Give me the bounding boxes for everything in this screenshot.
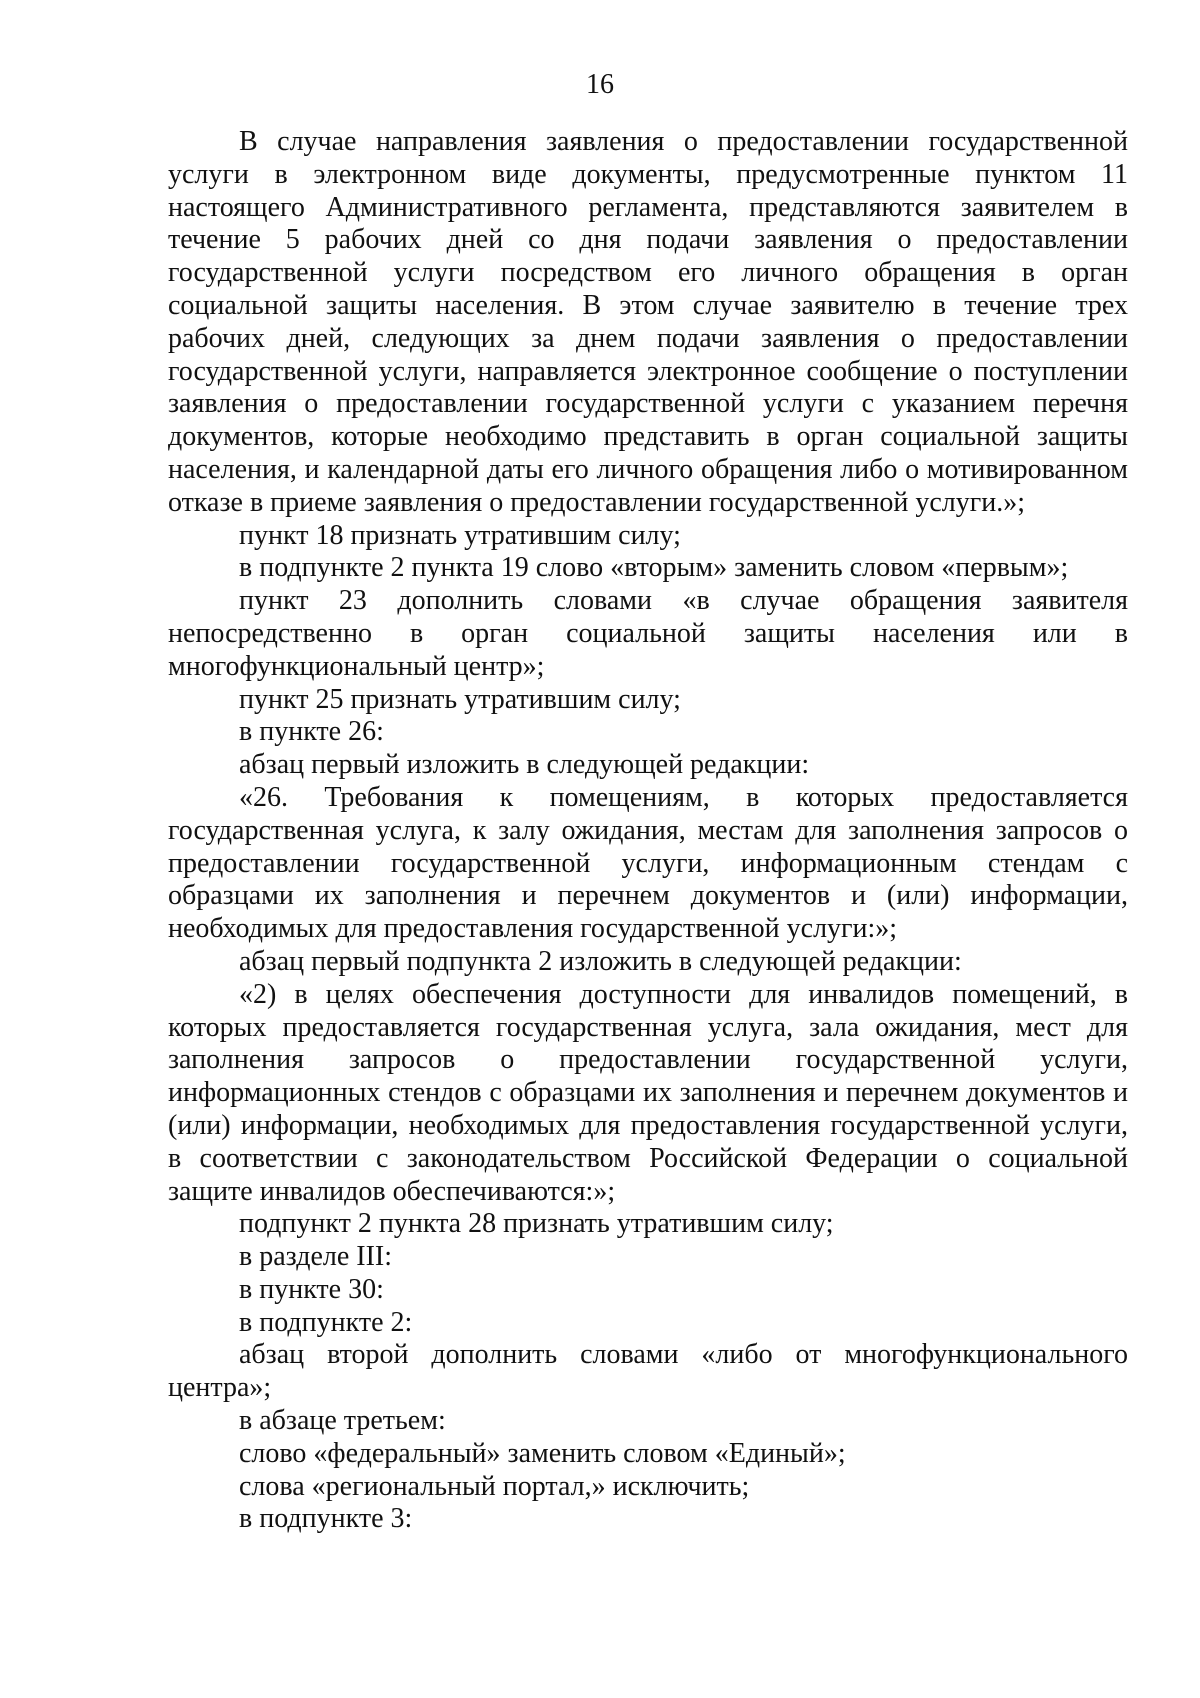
paragraph-subitem-3: в подпункте 3: — [239, 1503, 413, 1535]
paragraph-item-18: пункт 18 признать утратившим силу; — [239, 519, 681, 551]
paragraph-third-abzac: в абзаце третьем: — [239, 1405, 446, 1437]
paragraph-subitem-2: в подпункте 2: — [239, 1306, 413, 1338]
paragraph-item-26-first-abzac: абзац первый изложить в следующей редакции: — [239, 749, 810, 781]
document-body — [168, 126, 1128, 1536]
paragraph-item-19: в подпункте 2 пункта 19 слово «вторым» заменить словом «первым»; — [239, 552, 1069, 584]
paragraph-item-28: подпункт 2 пункта 28 признать утратившим силу; — [239, 1208, 834, 1240]
page-number: 16 — [586, 69, 614, 100]
paragraph-item-26-text: «26. Требования к помещениям, в которых предоставляется государственная услуга, к залу ожидания, местам для заполнения запросов о предоставлении государственной услуги, информационным стендам с образцами их заполнения и перечнем документов и (или) информации, необходимых для предоставления государственной услуги:»; — [168, 781, 1128, 945]
paragraph-regional-portal: слова «региональный портал,» исключить; — [239, 1470, 750, 1502]
paragraph-subitem-2-heading: абзац первый подпункта 2 изложить в следующей редакции: — [239, 945, 962, 977]
paragraph-item-23: пункт 23 дополнить словами «в случае обращения заявителя непосредственно в орган социальной защиты населения или в многофункциональный центр»; — [168, 585, 1128, 682]
paragraph-item-25: пункт 25 признать утратившим силу; — [239, 683, 681, 715]
paragraph-item-26-heading: в пункте 26: — [239, 716, 384, 748]
paragraph-electronic-application: В случае направления заявления о предоставлении государственной услуги в электронном виде документы, предусмотренные пунктом 11 настоящего Административного регламента, представляются заявителем в течение 5 рабочих дней со дня подачи заявления о предоставлении государственной услуги посредством его личного обращения в орган социальной защиты населения. В этом случае заявителю в течение трех рабочих дней, следующих за днем подачи заявления о предоставлении государственной услуги, направляется электронное сообщение о поступлении заявления о предоставлении государственной услуги с указанием перечня документов, которые необходимо представить в орган социальной защиты населения, и календарной даты его личного обращения либо о мотивированном отказе в приеме заявления о предоставлении государственной услуги.»; — [168, 126, 1128, 518]
paragraph-word-federal: слово «федеральный» заменить словом «Единый»; — [239, 1437, 846, 1469]
paragraph-section-3: в разделе III: — [239, 1241, 393, 1273]
paragraph-item-30: в пункте 30: — [239, 1273, 384, 1305]
paragraph-second-abzac: абзац второй дополнить словами «либо от многофункционального центра»; — [168, 1339, 1128, 1404]
paragraph-subitem-2-text: «2) в целях обеспечения доступности для инвалидов помещений, в которых предоставляется государственная услуга, зала ожидания, мест для заполнения запросов о предоставлении государственной услуги, информационных стендов с образцами их заполнения и перечнем документов и (или) информации, необходимых для предоставления государственной услуги, в соответствии с законодательством Российской Федерации о социальной защите инвалидов обеспечиваются:»; — [168, 978, 1128, 1207]
